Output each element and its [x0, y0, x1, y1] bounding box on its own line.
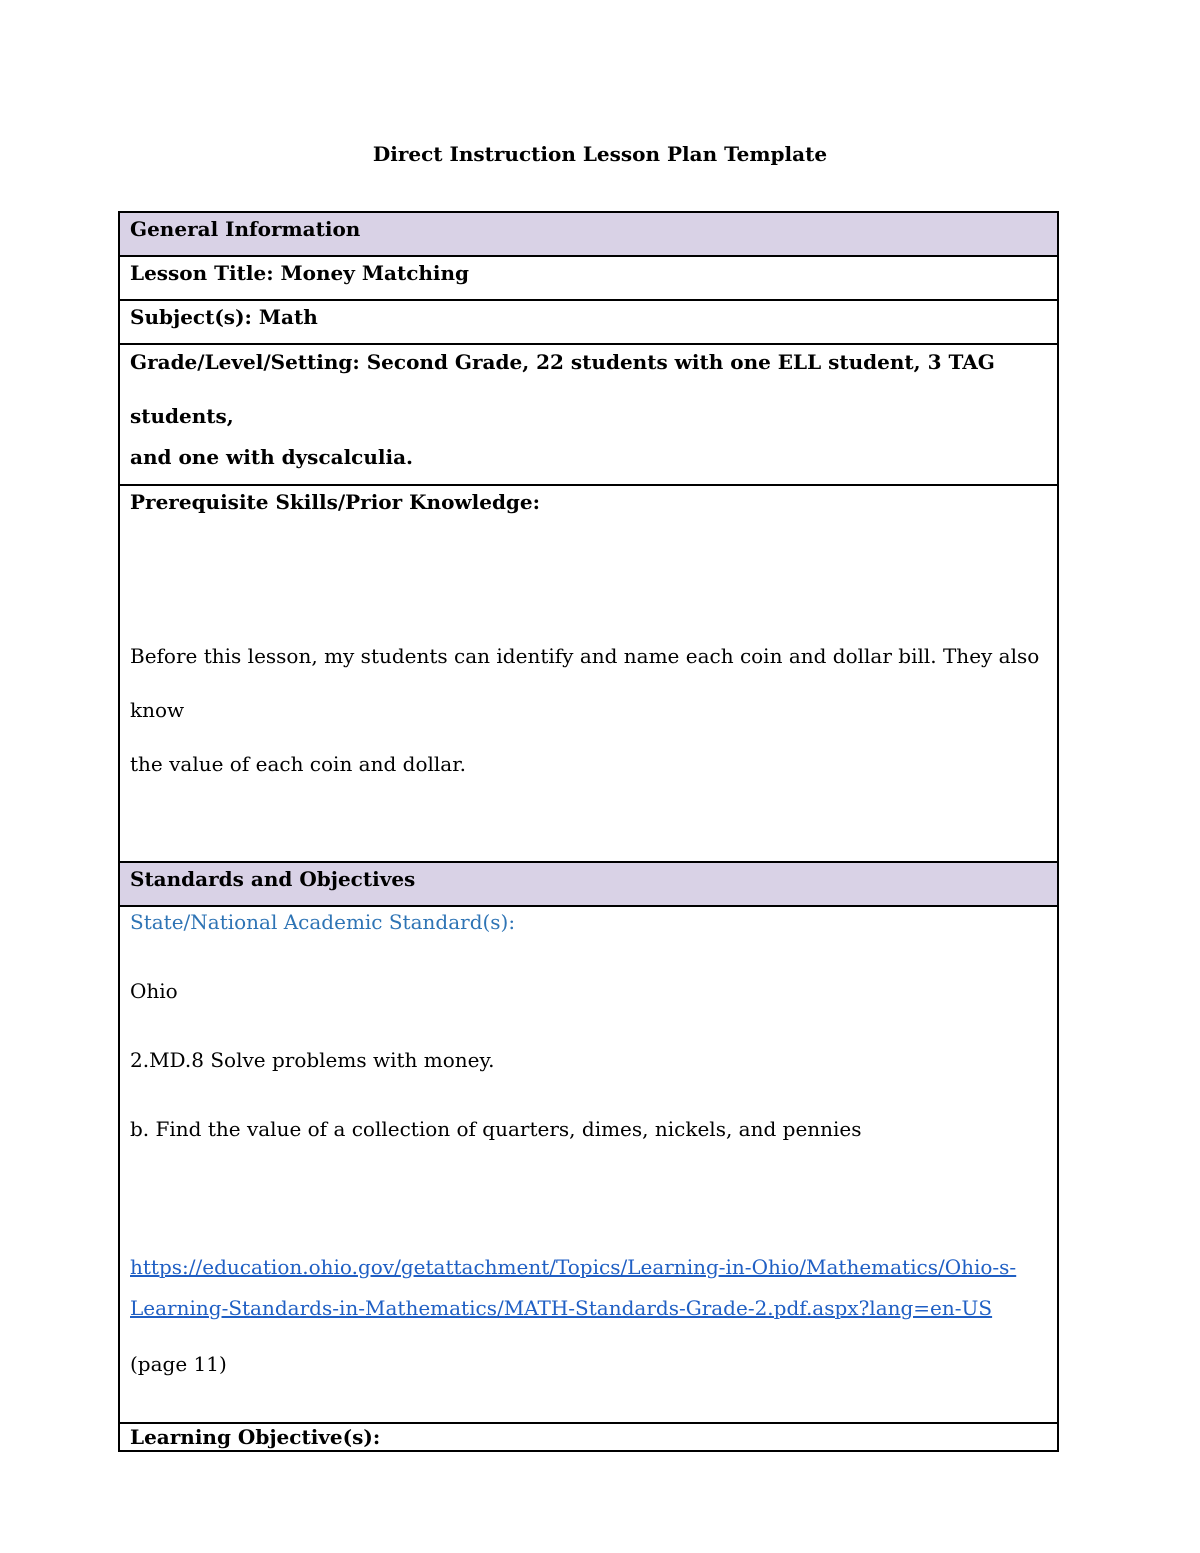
general-information-header	[120, 213, 1057, 255]
general-information-label: General Information	[130, 217, 361, 241]
standard-sub-item: b. Find the value of a collection of quarters, dimes, nickels, and pennies	[130, 1117, 862, 1141]
prerequisite-skills-row	[120, 484, 1057, 861]
lesson-plan-table	[118, 211, 1059, 1452]
grade-line-2: and one with dyscalculia.	[130, 445, 414, 469]
standards-objectives-header	[120, 861, 1057, 905]
academic-standards-label: State/National Academic Standard(s):	[130, 910, 516, 934]
prerequisite-line-2: the value of each coin and dollar.	[130, 752, 466, 776]
document-title: Direct Instruction Lesson Plan Template	[372, 142, 828, 166]
learning-objectives-label: Learning Objective(s):	[130, 1425, 381, 1449]
prerequisite-body	[130, 629, 1047, 791]
prerequisite-line-1: Before this lesson, my students can identify and name each coin and dollar bill. They also know	[130, 644, 1040, 722]
lesson-title: Lesson Title: Money Matching	[130, 261, 470, 285]
standards-link-line-2[interactable]: Learning-Standards-in-Mathematics/MATH-Standards-Grade-2.pdf.aspx?lang=en-US	[130, 1296, 993, 1320]
grade-level-setting-row	[120, 343, 1057, 484]
prerequisite-label: Prerequisite Skills/Prior Knowledge:	[130, 490, 541, 514]
lesson-title-row	[120, 255, 1057, 299]
standard-state: Ohio	[130, 979, 178, 1003]
standard-code: 2.MD.8 Solve problems with money.	[130, 1048, 495, 1072]
standards-objectives-label: Standards and Objectives	[130, 867, 416, 891]
standards-row	[120, 905, 1057, 1422]
subjects: Subject(s): Math	[130, 305, 318, 329]
standards-link-line-1[interactable]: https://education.ohio.gov/getattachment/Topics/Learning-in-Ohio/Mathematics/Ohio-s-	[130, 1255, 1017, 1279]
learning-objectives-row	[120, 1422, 1057, 1450]
page-reference: (page 11)	[130, 1352, 227, 1376]
grade-line-1: Grade/Level/Setting: Second Grade, 22 students with one ELL student, 3 TAG students,	[130, 350, 995, 428]
standards-link-block	[130, 1239, 1047, 1392]
